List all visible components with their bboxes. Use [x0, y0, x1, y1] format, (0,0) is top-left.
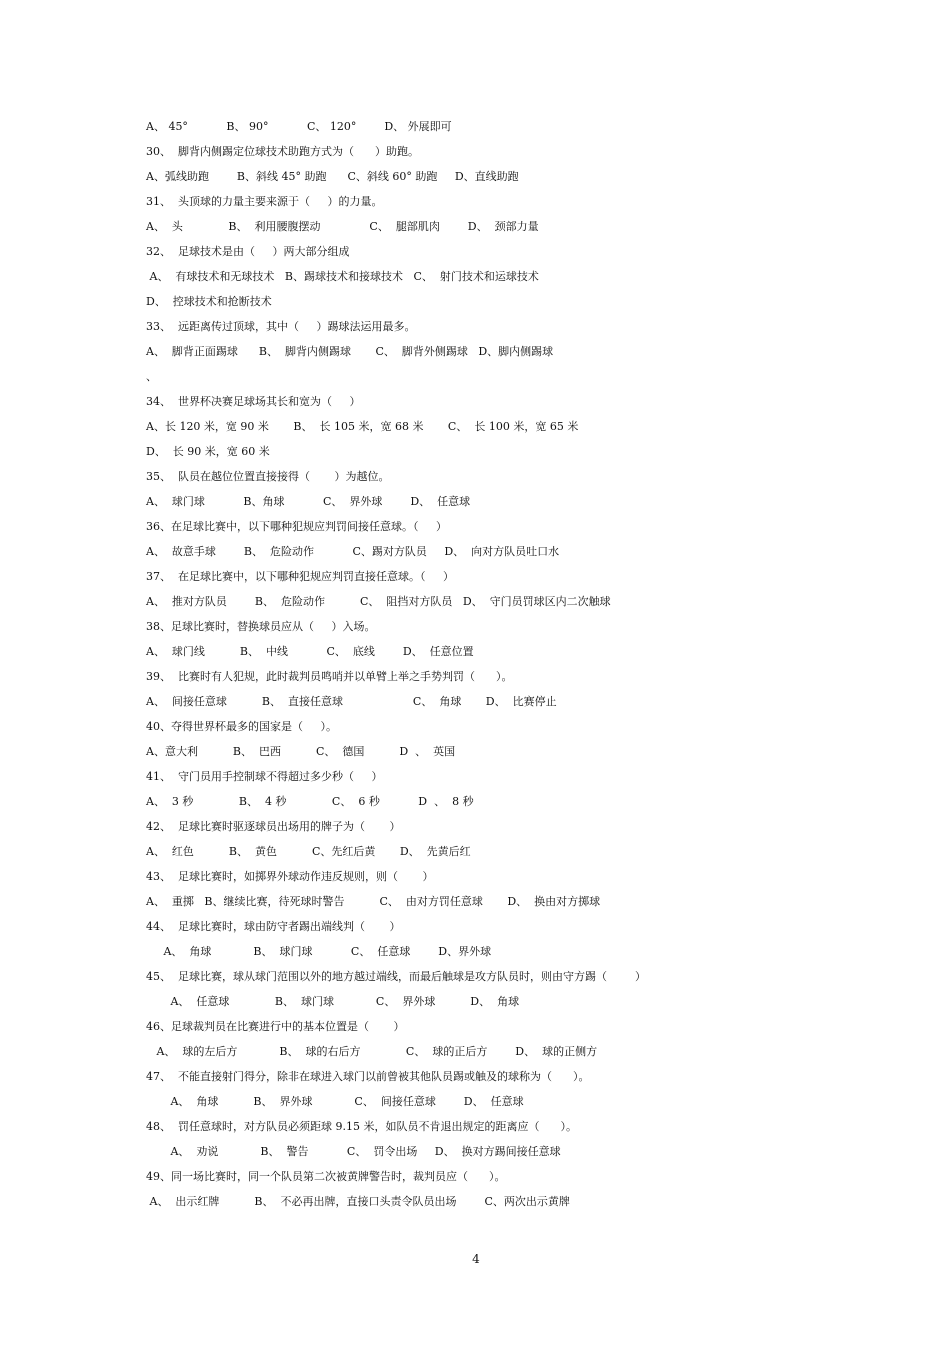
- text-line: A、弧线助跑 B、斜线 45° 助跑 C、斜线 60° 助跑 D、直线助跑: [146, 170, 519, 183]
- text-line: 33、 远距离传过顶球，其中（ ）踢球法运用最多。: [146, 320, 416, 333]
- text-line: A、 推对方队员 B、 危险动作 C、 阻挡对方队员 D、 守门员罚球区内二次触球: [146, 595, 611, 608]
- text-line: D、 长 90 米，宽 60 米: [146, 445, 270, 458]
- text-line: 36、在足球比赛中，以下哪种犯规应判罚间接任意球。（ ）: [146, 520, 447, 533]
- text-line: 40、夺得世界杯最多的国家是（ ）。: [146, 720, 337, 733]
- text-line: 43、 足球比赛时，如掷界外球动作违反规则，则（ ）: [146, 870, 434, 883]
- text-line: 47、 不能直接射门得分，除非在球进入球门以前曾被其他队员踢或触及的球称为（ ）。: [146, 1070, 590, 1083]
- text-line: 48、 罚任意球时，对方队员必须距球 9.15 米，如队员不肯退出规定的距离应（ ）。: [146, 1120, 577, 1133]
- text-line: A、 45° B、 90° C、 120° D、 外展即可: [146, 120, 452, 133]
- text-line: 46、足球裁判员在比赛进行中的基本位置是（ ）: [146, 1020, 405, 1033]
- text-line: A、 有球技术和无球技术 B、踢球技术和接球技术 C、 射门技术和运球技术: [146, 270, 539, 283]
- text-line: 32、 足球技术是由（ ）两大部分组成: [146, 245, 350, 258]
- text-line: 、: [146, 370, 157, 383]
- text-line: A、 出示红牌 B、 不必再出牌，直接口头责令队员出场 C、两次出示黄牌: [146, 1195, 570, 1208]
- text-line: 42、 足球比赛时驱逐球员出场用的牌子为（ ）: [146, 820, 401, 833]
- text-line: 38、足球比赛时，替换球员应从（ ）入场。: [146, 620, 376, 633]
- text-line: A、 头 B、 利用腰腹摆动 C、 腿部肌肉 D、 颈部力量: [146, 220, 539, 233]
- page-number: 4: [472, 1252, 480, 1266]
- text-line: 41、 守门员用手控制球不得超过多少秒（ ）: [146, 770, 383, 783]
- text-line: A、 球门球 B、角球 C、 界外球 D、 任意球: [146, 495, 471, 508]
- text-line: A、 3 秒 B、 4 秒 C、 6 秒 D 、 8 秒: [146, 795, 474, 808]
- text-line: A、 重掷 B、继续比赛，待死球时警告 C、 由对方罚任意球 D、 换由对方掷球: [146, 895, 601, 908]
- text-line: 44、 足球比赛时，球由防守者踢出端线判（ ）: [146, 920, 401, 933]
- text-line: A、 红色 B、 黄色 C、先红后黄 D、 先黄后红: [146, 845, 471, 858]
- text-line: 34、 世界杯决赛足球场其长和宽为（ ）: [146, 395, 361, 408]
- text-line: A、长 120 米，宽 90 米 B、 长 105 米，宽 68 米 C、 长 100 米，宽 65 米: [146, 420, 579, 433]
- text-line: A、 间接任意球 B、 直接任意球 C、 角球 D、 比赛停止: [146, 695, 557, 708]
- text-line: A、 故意手球 B、 危险动作 C、踢对方队员 D、 向对方队员吐口水: [146, 545, 560, 558]
- text-line: 37、 在足球比赛中，以下哪种犯规应判罚直接任意球。（ ）: [146, 570, 454, 583]
- text-line: A、意大利 B、 巴西 C、 德国 D 、 英国: [146, 745, 456, 758]
- text-line: 49、同一场比赛时，同一个队员第二次被黄牌警告时，裁判员应（ ）。: [146, 1170, 506, 1183]
- text-line: A、 任意球 B、 球门球 C、 界外球 D、 角球: [146, 995, 520, 1008]
- text-line: A、 球门线 B、 中线 C、 底线 D、 任意位置: [146, 645, 474, 658]
- text-line: A、 球的左后方 B、 球的右后方 C、 球的正后方 D、 球的正侧方: [146, 1045, 598, 1058]
- text-line: 30、 脚背内侧踢定位球技术助跑方式为（ ）助跑。: [146, 145, 419, 158]
- text-line: A、 脚背正面踢球 B、 脚背内侧踢球 C、 脚背外侧踢球 D、脚内侧踢球: [146, 345, 554, 358]
- text-line: 35、 队员在越位位置直接接得（ ）为越位。: [146, 470, 390, 483]
- text-line: 45、 足球比赛，球从球门范围以外的地方越过端线，而最后触球是攻方队员时，则由守方踢（ ）: [146, 970, 646, 983]
- text-line: A、 角球 B、 球门球 C、 任意球 D、界外球: [146, 945, 492, 958]
- text-line: 31、 头顶球的力量主要来源于（ ）的力量。: [146, 195, 383, 208]
- text-line: A、 劝说 B、 警告 C、 罚令出场 D、 换对方踢间接任意球: [146, 1145, 561, 1158]
- text-line: D、 控球技术和抢断技术: [146, 295, 272, 308]
- text-line: 39、 比赛时有人犯规，此时裁判员鸣哨并以单臂上举之手势判罚（ ）。: [146, 670, 513, 683]
- text-line: A、 角球 B、 界外球 C、 间接任意球 D、 任意球: [146, 1095, 524, 1108]
